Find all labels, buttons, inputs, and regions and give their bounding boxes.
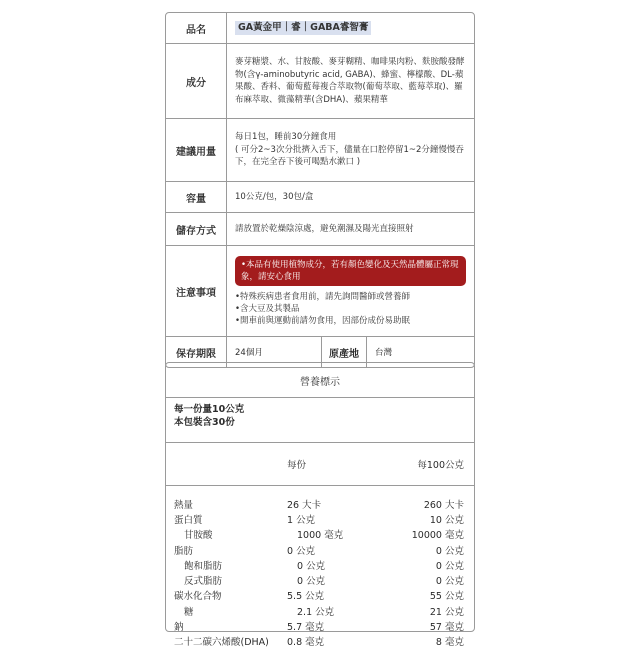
per-serving-header: 每份 [287,460,307,471]
per-serving-value: 2.1 公克 [297,606,335,618]
per-100g-value: 260 大卡 [423,499,464,511]
storage-label: 儲存方式 [166,213,227,245]
volume-value: 10公克/包，30包/盒 [235,191,314,202]
storage-value: 請放置於乾燥陰涼處，避免潮濕及陽光直接照射 [235,223,414,234]
ingredients-value: 麥芽糖漿、水、甘胺酸、麥芽糊精、咖啡果肉粉、麩胺酸發酵物(含γ-aminobutyric acid, GABA)、蜂蜜、檸檬酸、DL-蘋果酸、香料、葡萄藍莓複合萃取物(葡萄萃取、藍莓萃取)、羅布麻萃取、微藻精華(含DHA)、蘋果精華 [235,57,465,105]
spec-row-dose [166,119,474,182]
per-serving-value: 5.5 公克 [287,591,325,603]
per-100g-value: 10000 毫克 [411,530,464,542]
origin-label: 原產地 [322,337,367,367]
nutrition-row [166,511,474,526]
per-100g-value: 57 毫克 [429,622,464,634]
nutrient-name: 熱量 [174,499,194,511]
spec-row-name [166,13,474,44]
serving-size: 每一份量10公克 [174,404,245,415]
per-100g-value: 10 公克 [429,514,464,526]
nutrient-name: 碳水化合物 [174,591,222,603]
expiry-value: 24個月 [227,337,322,367]
nutrition-row [166,588,474,603]
nutrient-name: 二十二碳六烯酸(DHA) [174,637,269,649]
notice-item: •特殊疾病患者食用前，請先詢問醫師或營養師 [235,292,411,302]
name-label: 品名 [166,13,227,43]
spec-row-ingredients [166,44,474,119]
nutrient-name: 脂肪 [174,545,194,557]
per-serving-value: 0 公克 [297,576,326,588]
per-100g-value: 8 毫克 [435,637,464,649]
nutrient-name: 鈉 [174,622,184,634]
dose-value: 每日1包，睡前30分鐘食用 ( 可分2~3次分批擠入舌下，儘量在口腔停留1~2分鐘慢慢吞下，在完全吞下後可喝點水漱口 ) [235,132,464,168]
nutrition-row [166,572,474,587]
per-100g-value: 0 公克 [435,576,464,588]
volume-label: 容量 [166,182,227,212]
nutrition-title: 營養標示 [166,363,474,398]
ingredients-label: 成分 [166,44,227,118]
per-serving-value: 1000 毫克 [297,530,344,542]
origin-value: 台灣 [375,348,393,358]
per-serving-value: 0 公克 [287,545,316,557]
per-serving-value: 0 公克 [297,560,326,572]
nutrition-row [166,603,474,618]
notice-item: •含大豆及其製品 [235,304,300,314]
per-100g-value: 0 公克 [435,545,464,557]
serving-info [166,398,474,443]
notice-item: •開車前與運動前請勿食用，因部份成份易助眠 [235,316,411,326]
nutrient-name: 飽和脂肪 [184,560,223,572]
nutrient-name: 蛋白質 [174,514,203,526]
nutrition-row [166,542,474,557]
spec-row-notice [166,246,474,337]
nutrition-row [166,618,474,633]
product-name: GA黃金甲｜睿｜GABA睿智膏 [235,21,371,36]
nutrition-facts-table [165,362,475,649]
plant-ingredient-warning: •本品有使用植物成分，若有顏色變化及天然晶體屬正常現象，請安心食用 [235,256,466,286]
nutrition-rows [166,486,474,649]
per-100g-value: 21 公克 [429,606,464,618]
per-100g-value: 0 公克 [435,560,464,572]
nutrition-row [166,557,474,572]
nutrition-row [166,527,474,542]
per-100g-value: 55 公克 [429,591,464,603]
nutrient-name: 甘胺酸 [184,530,213,542]
expiry-label: 保存期限 [166,337,227,367]
product-spec-table [165,12,475,368]
per-serving-value: 5.7 毫克 [287,622,325,634]
nutrition-row [166,634,474,649]
per-serving-value: 26 大卡 [287,499,322,511]
per-serving-value: 1 公克 [287,514,316,526]
nutrient-name: 糖 [184,606,194,618]
dose-label: 建議用量 [166,119,227,181]
notice-label: 注意事項 [166,246,227,336]
servings-per-package: 本包裝含30份 [174,416,235,428]
spec-row-storage [166,213,474,246]
spec-row-volume [166,182,474,213]
per-serving-value: 0.8 毫克 [287,637,325,649]
nutrient-name: 反式脂肪 [184,576,223,588]
nutrition-row [166,496,474,511]
per-100g-header: 每100公克 [417,460,464,471]
nutrition-column-headers [166,443,474,486]
